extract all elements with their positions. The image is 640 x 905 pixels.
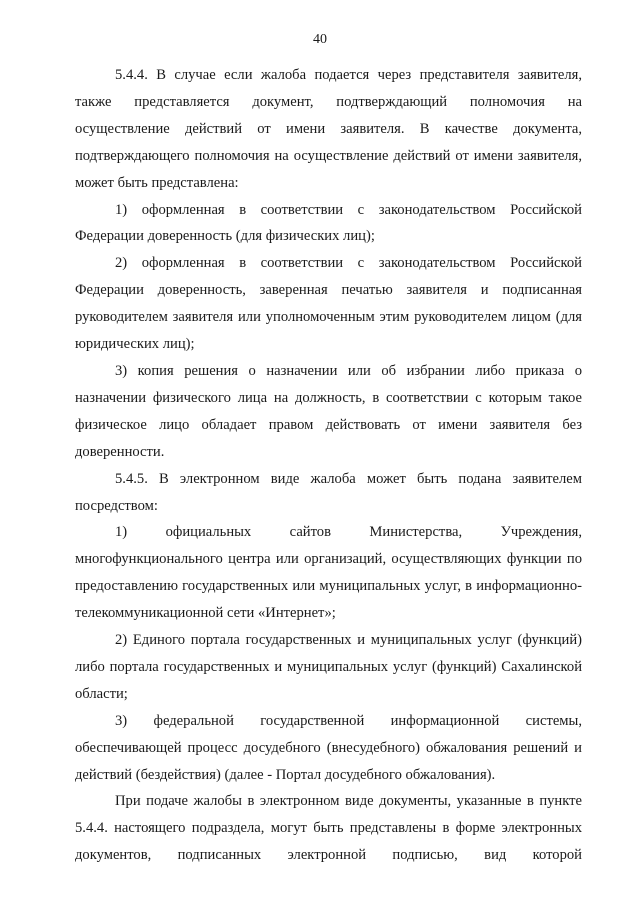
list-item-appointment-copy: 3) копия решения о назначении или об избрании либо приказа о назначении физического лица на должность, в соответствии с которым такое физическое лицо обладает правом действовать от имени заявителя без доверенности. [75, 362, 582, 460]
list-item-unified-portal: 2) Единого портала государственных и муниципальных услуг (функций) либо портала государственных и муниципальных услуг (функций) Сахалинской области; [75, 632, 582, 702]
list-item-power-of-attorney-individuals: 1) оформленная в соответствии с законодательством Российской Федерации доверенность (для физических лиц); [75, 201, 582, 245]
list-item-official-sites: 1) официальных сайтов Министерства, Учреждения, многофункционального центра или организаций, осуществляющих функции по предоставлению государственных или муниципальных услуг, в информационно-телекоммуникационной сети «Интернет»; [75, 524, 582, 622]
paragraph-5-4-4: 5.4.4. В случае если жалоба подается через представителя заявителя, также представляется документ, подтверждающий полномочия на осуществление действий от имени заявителя. В качестве документа, подтверждающего полномочия на осуществление действий от имени заявителя, может быть представлена: [75, 67, 582, 191]
page-number: 40 [313, 32, 327, 47]
paragraph-5-4-5: 5.4.5. В электронном виде жалоба может быть подана заявителем посредством: [75, 470, 582, 514]
list-item-federal-system: 3) федеральной государственной информационной системы, обеспечивающей процесс досудебного (внесудебного) обжалования решений и действий (бездействия) (далее - Портал досудебного обжалования). [75, 712, 582, 783]
document-body [75, 62, 582, 869]
paragraph-electronic-documents: При подаче жалобы в электронном виде документы, указанные в пункте 5.4.4. настоящего подраздела, могут быть представлены в форме электронных документов, подписанных электронной подписью, вид которой [75, 793, 582, 864]
list-item-power-of-attorney-legal-entities: 2) оформленная в соответствии с законодательством Российской Федерации доверенность, заверенная печатью заявителя и подписанная руководителем заявителя или уполномоченным этим руководителем лицом (для юридических лиц); [75, 255, 582, 353]
